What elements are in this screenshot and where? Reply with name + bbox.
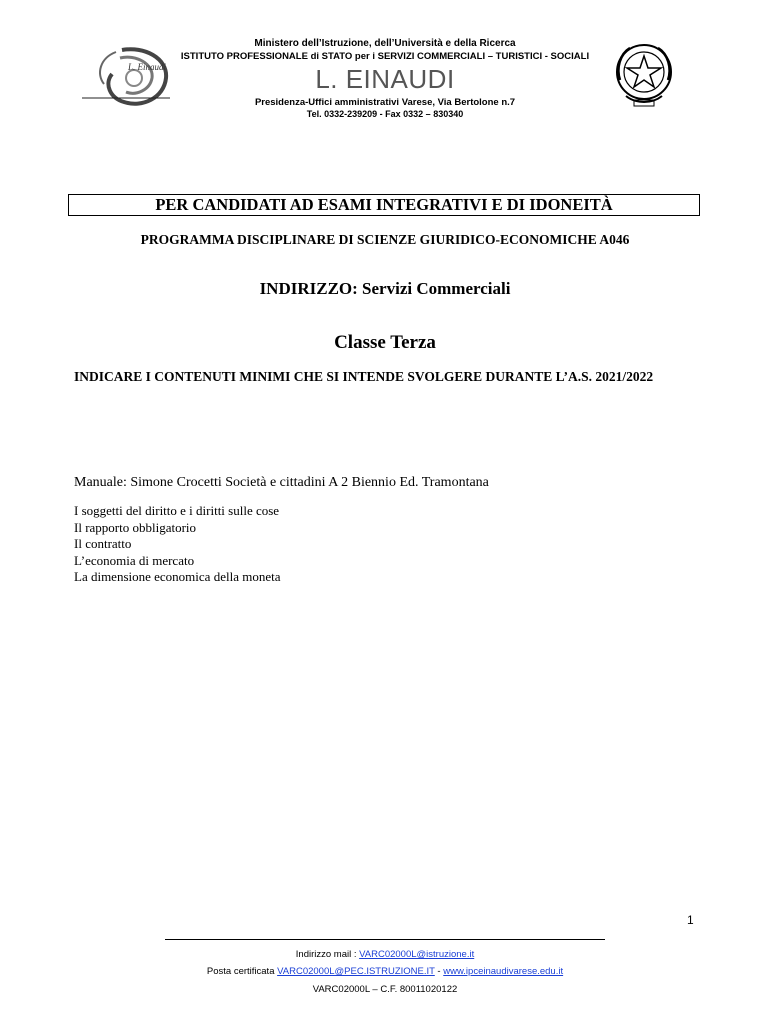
list-item: La dimensione economica della moneta — [74, 569, 281, 584]
list-item: Il contratto — [74, 536, 132, 551]
list-item: Il rapporto obbligatorio — [74, 519, 197, 535]
logo-text: L. Einaudi — [128, 62, 167, 72]
instruction-text: INDICARE I CONTENUTI MINIMI CHE SI INTENDE SVOLGERE DURANTE L’A.S. 2021/2022 — [74, 369, 654, 384]
mail-link[interactable]: VARC02000L@istruzione.it — [359, 949, 475, 960]
headquarters-address: Presidenza-Uffici amministrativi Varese, Via Bertolone n.7 — [254, 97, 516, 108]
ministry-name: Ministero dell’Istruzione, dell’Università e della Ricerca — [254, 38, 516, 49]
footer-separator: - — [434, 966, 444, 977]
list-item: L’economia di mercato — [74, 552, 195, 568]
subject-heading: PROGRAMMA DISCIPLINARE DI SCIENZE GIURIDICO-ECONOMICHE A046 — [140, 232, 630, 247]
footer-pec-line — [0, 966, 770, 977]
document-title: PER CANDIDATI AD ESAMI INTEGRATIVI E DI IDONEITÀ — [68, 194, 700, 216]
phone-fax: Tel. 0332-239209 - Fax 0332 – 830340 — [306, 109, 464, 119]
topics-list — [74, 503, 280, 586]
institute-name: ISTITUTO PROFESSIONALE di STATO per i SERVIZI COMMERCIALI – TURISTICI - SOCIALI — [180, 51, 590, 62]
manual-reference: Manuale: Simone Crocetti Società e cittadini A 2 Biennio Ed. Tramontana — [74, 475, 489, 490]
footer-mail-line — [0, 949, 770, 960]
footer-codes: VARC02000L – C.F. 80011020122 — [312, 984, 458, 995]
website-link[interactable]: www.ipceinaudivarese.edu.it — [443, 966, 564, 977]
mail-label: Indirizzo mail : — [295, 949, 360, 960]
list-item: I soggetti del diritto e i diritti sulle cose — [74, 503, 280, 518]
footer-divider — [165, 939, 605, 940]
pec-link[interactable]: VARC02000L@PEC.ISTRUZIONE.IT — [277, 966, 435, 977]
class-heading: Classe Terza — [334, 332, 436, 353]
school-name: L. EINAUDI — [315, 64, 455, 94]
page-number: 1 — [687, 913, 694, 927]
pec-label: Posta certificata — [206, 966, 278, 977]
address-type-heading: INDIRIZZO: Servizi Commerciali — [259, 279, 511, 298]
